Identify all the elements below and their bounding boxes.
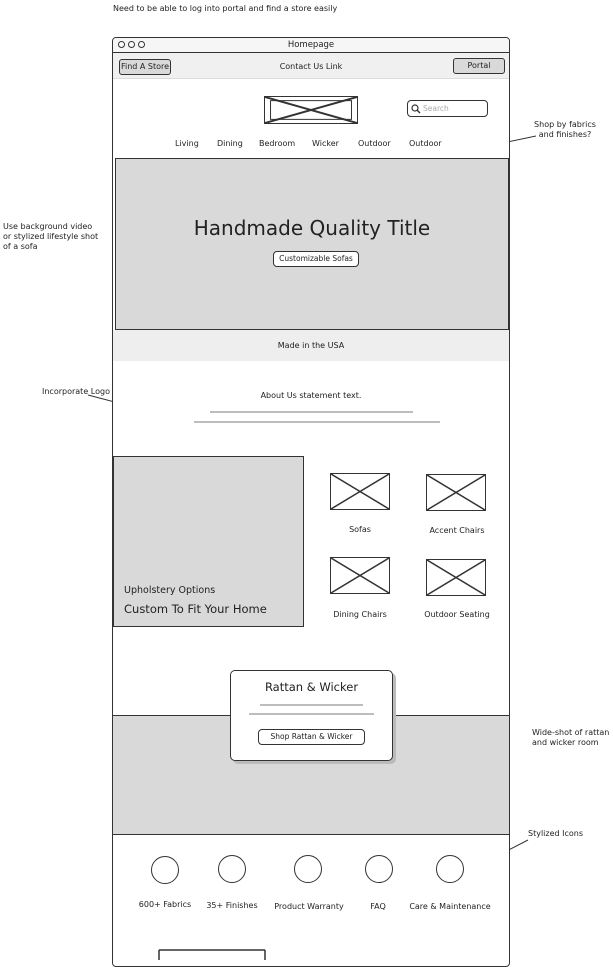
note-line: Wide-shot of rattan [532, 728, 610, 737]
upholstery-panel[interactable] [113, 456, 304, 627]
image-placeholder-icon [427, 560, 485, 595]
rattan-wicker-card [230, 670, 393, 761]
about-statement: About Us statement text. [260, 391, 362, 400]
nav-item-bedroom[interactable]: Bedroom [259, 139, 296, 148]
text-line-placeholder [194, 421, 440, 423]
care-icon[interactable] [436, 855, 464, 883]
text-line-placeholder [249, 713, 374, 715]
note-line: Use background video [3, 222, 93, 231]
made-in-usa-band: Made in the USA [113, 330, 509, 361]
utility-bar [113, 53, 509, 79]
rattan-title: Rattan & Wicker [264, 680, 359, 694]
category-image-outdoor-seating[interactable] [426, 559, 486, 596]
warranty-icon[interactable] [294, 855, 322, 883]
note-wide-shot [532, 728, 609, 748]
faq-icon[interactable] [365, 855, 393, 883]
image-placeholder-icon [427, 475, 485, 510]
category-image-accent-chairs[interactable] [426, 474, 486, 511]
nav-item-outdoor-2[interactable]: Outdoor [409, 139, 442, 148]
category-image-sofas[interactable] [330, 473, 390, 510]
feature-label-fabrics[interactable]: 600+ Fabrics [138, 900, 192, 909]
nav-item-living[interactable]: Living [175, 139, 199, 148]
note-stylized-icons: Stylized Icons [528, 829, 584, 838]
note-line: and finishes? [538, 130, 592, 139]
note-line: or stylized lifestyle shot [3, 232, 99, 241]
search-placeholder: Search [423, 104, 449, 113]
feature-label-faq[interactable]: FAQ [370, 902, 386, 911]
footer-element-placeholder [157, 946, 269, 960]
note-background-video [3, 222, 98, 252]
nav-item-wicker[interactable]: Wicker [312, 139, 339, 148]
nav-item-outdoor[interactable]: Outdoor [358, 139, 391, 148]
note-line: and wicker room [532, 738, 599, 747]
upholstery-subtitle: Upholstery Options [124, 585, 216, 596]
image-placeholder-icon [265, 97, 357, 123]
browser-window [112, 37, 510, 967]
category-label-sofas[interactable]: Sofas [349, 525, 371, 534]
category-label-accent-chairs[interactable]: Accent Chairs [429, 526, 485, 535]
note-line: of a sofa [3, 242, 38, 251]
category-image-dining-chairs[interactable] [330, 557, 390, 594]
search-icon [411, 104, 421, 114]
image-placeholder-icon [331, 558, 389, 593]
shop-rattan-wicker-button[interactable]: Shop Rattan & Wicker [258, 729, 365, 745]
customizable-sofas-button[interactable]: Customizable Sofas [273, 251, 359, 267]
fabrics-icon[interactable] [151, 856, 179, 884]
image-placeholder-icon [331, 474, 389, 509]
search-input[interactable] [407, 100, 488, 117]
find-store-button[interactable]: Find A Store [119, 59, 171, 75]
text-line-placeholder [210, 411, 413, 413]
feature-label-finishes[interactable]: 35+ Finishes [206, 901, 258, 910]
logo-placeholder[interactable] [264, 96, 358, 124]
note-incorporate-logo: Incorporate Logo [42, 387, 110, 396]
hero-banner [115, 158, 509, 330]
note-top: Need to be able to log into portal and find a store easily [113, 4, 338, 13]
contact-link[interactable]: Contact Us Link [279, 62, 343, 71]
feature-label-care[interactable]: Care & Maintenance [409, 902, 491, 911]
note-line: Shop by fabrics [534, 120, 596, 129]
hero-title: Handmade Quality Title [193, 216, 431, 240]
feature-label-warranty[interactable]: Product Warranty [274, 902, 344, 911]
text-line-placeholder [260, 704, 363, 706]
portal-button[interactable]: Portal [453, 58, 505, 74]
category-label-dining-chairs[interactable]: Dining Chairs [333, 610, 387, 619]
finishes-icon[interactable] [218, 855, 246, 883]
title-bar [113, 38, 509, 53]
category-label-outdoor-seating[interactable]: Outdoor Seating [424, 610, 490, 619]
upholstery-title: Custom To Fit Your Home [124, 602, 267, 616]
nav-item-dining[interactable]: Dining [217, 139, 243, 148]
window-title: Homepage [287, 40, 335, 50]
